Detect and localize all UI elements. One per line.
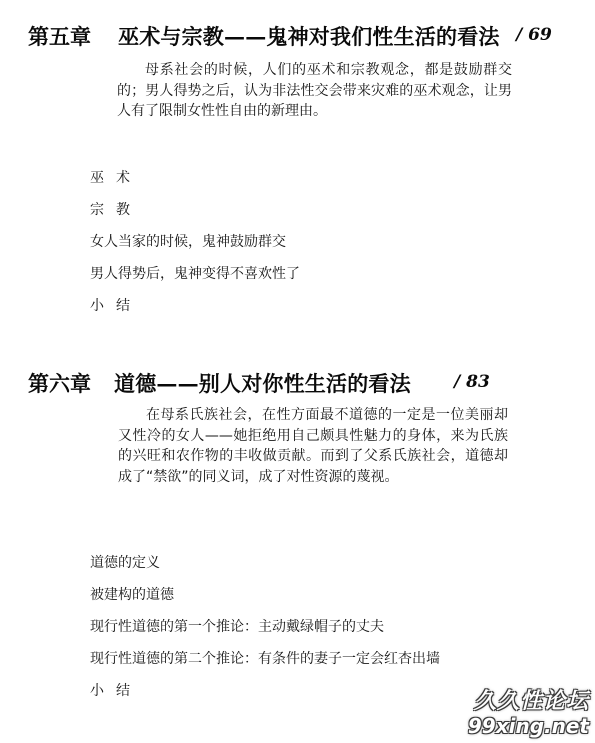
chapter-5-number: 第五章 — [28, 24, 91, 49]
section-item: 道德的定义 — [90, 555, 160, 571]
chapter-6-section-list — [90, 553, 440, 713]
watermark-domain-text: 99xing.net — [467, 714, 589, 738]
section-item: 被建构的道德 — [90, 587, 174, 603]
section-item: 女人当家的时候，鬼神鼓励群交 — [90, 234, 286, 250]
section-item: 小结 — [90, 298, 142, 314]
chapter-5-title: 巫术与宗教——鬼神对我们性生活的看法 — [118, 24, 500, 49]
section-item: 宗教 — [90, 202, 142, 218]
chapter-6-page-number: / 83 — [454, 372, 490, 392]
watermark-chinese-text: 久久性论坛 — [473, 689, 589, 714]
section-item: 现行性道德的第二个推论：有条件的妻子一定会红杏出墙 — [90, 651, 440, 667]
section-item: 巫术 — [90, 170, 142, 186]
section-item: 小结 — [90, 683, 142, 699]
chapter-5-page-number: / 69 — [516, 25, 552, 45]
section-item: 男人得势后，鬼神变得不喜欢性了 — [90, 266, 300, 282]
section-item: 现行性道德的第一个推论：主动戴绿帽子的丈夫 — [90, 619, 384, 635]
chapter-6-title: 道德——别人对你性生活的看法 — [114, 371, 411, 396]
site-watermark — [468, 689, 589, 737]
chapter-6-number: 第六章 — [28, 371, 91, 396]
chapter-6-summary: 在母系氏族社会，在性方面最不道德的一定是一位美丽却又性冷的女人——她拒绝用自己颇具性魅力的身体，来为氏族的兴旺和农作物的丰收做贡献。而到了父系氏族社会，道德却成了“禁欲”的同义词，成了对性资源的蔑视。 — [118, 407, 508, 485]
chapter-5-section-list — [90, 168, 300, 328]
chapter-5-summary: 母系社会的时候，人们的巫术和宗教观念，都是鼓励群交的；男人得势之后，认为非法性交会带来灾难的巫术观念，让男人有了限制女性性自由的新理由。 — [117, 62, 512, 119]
